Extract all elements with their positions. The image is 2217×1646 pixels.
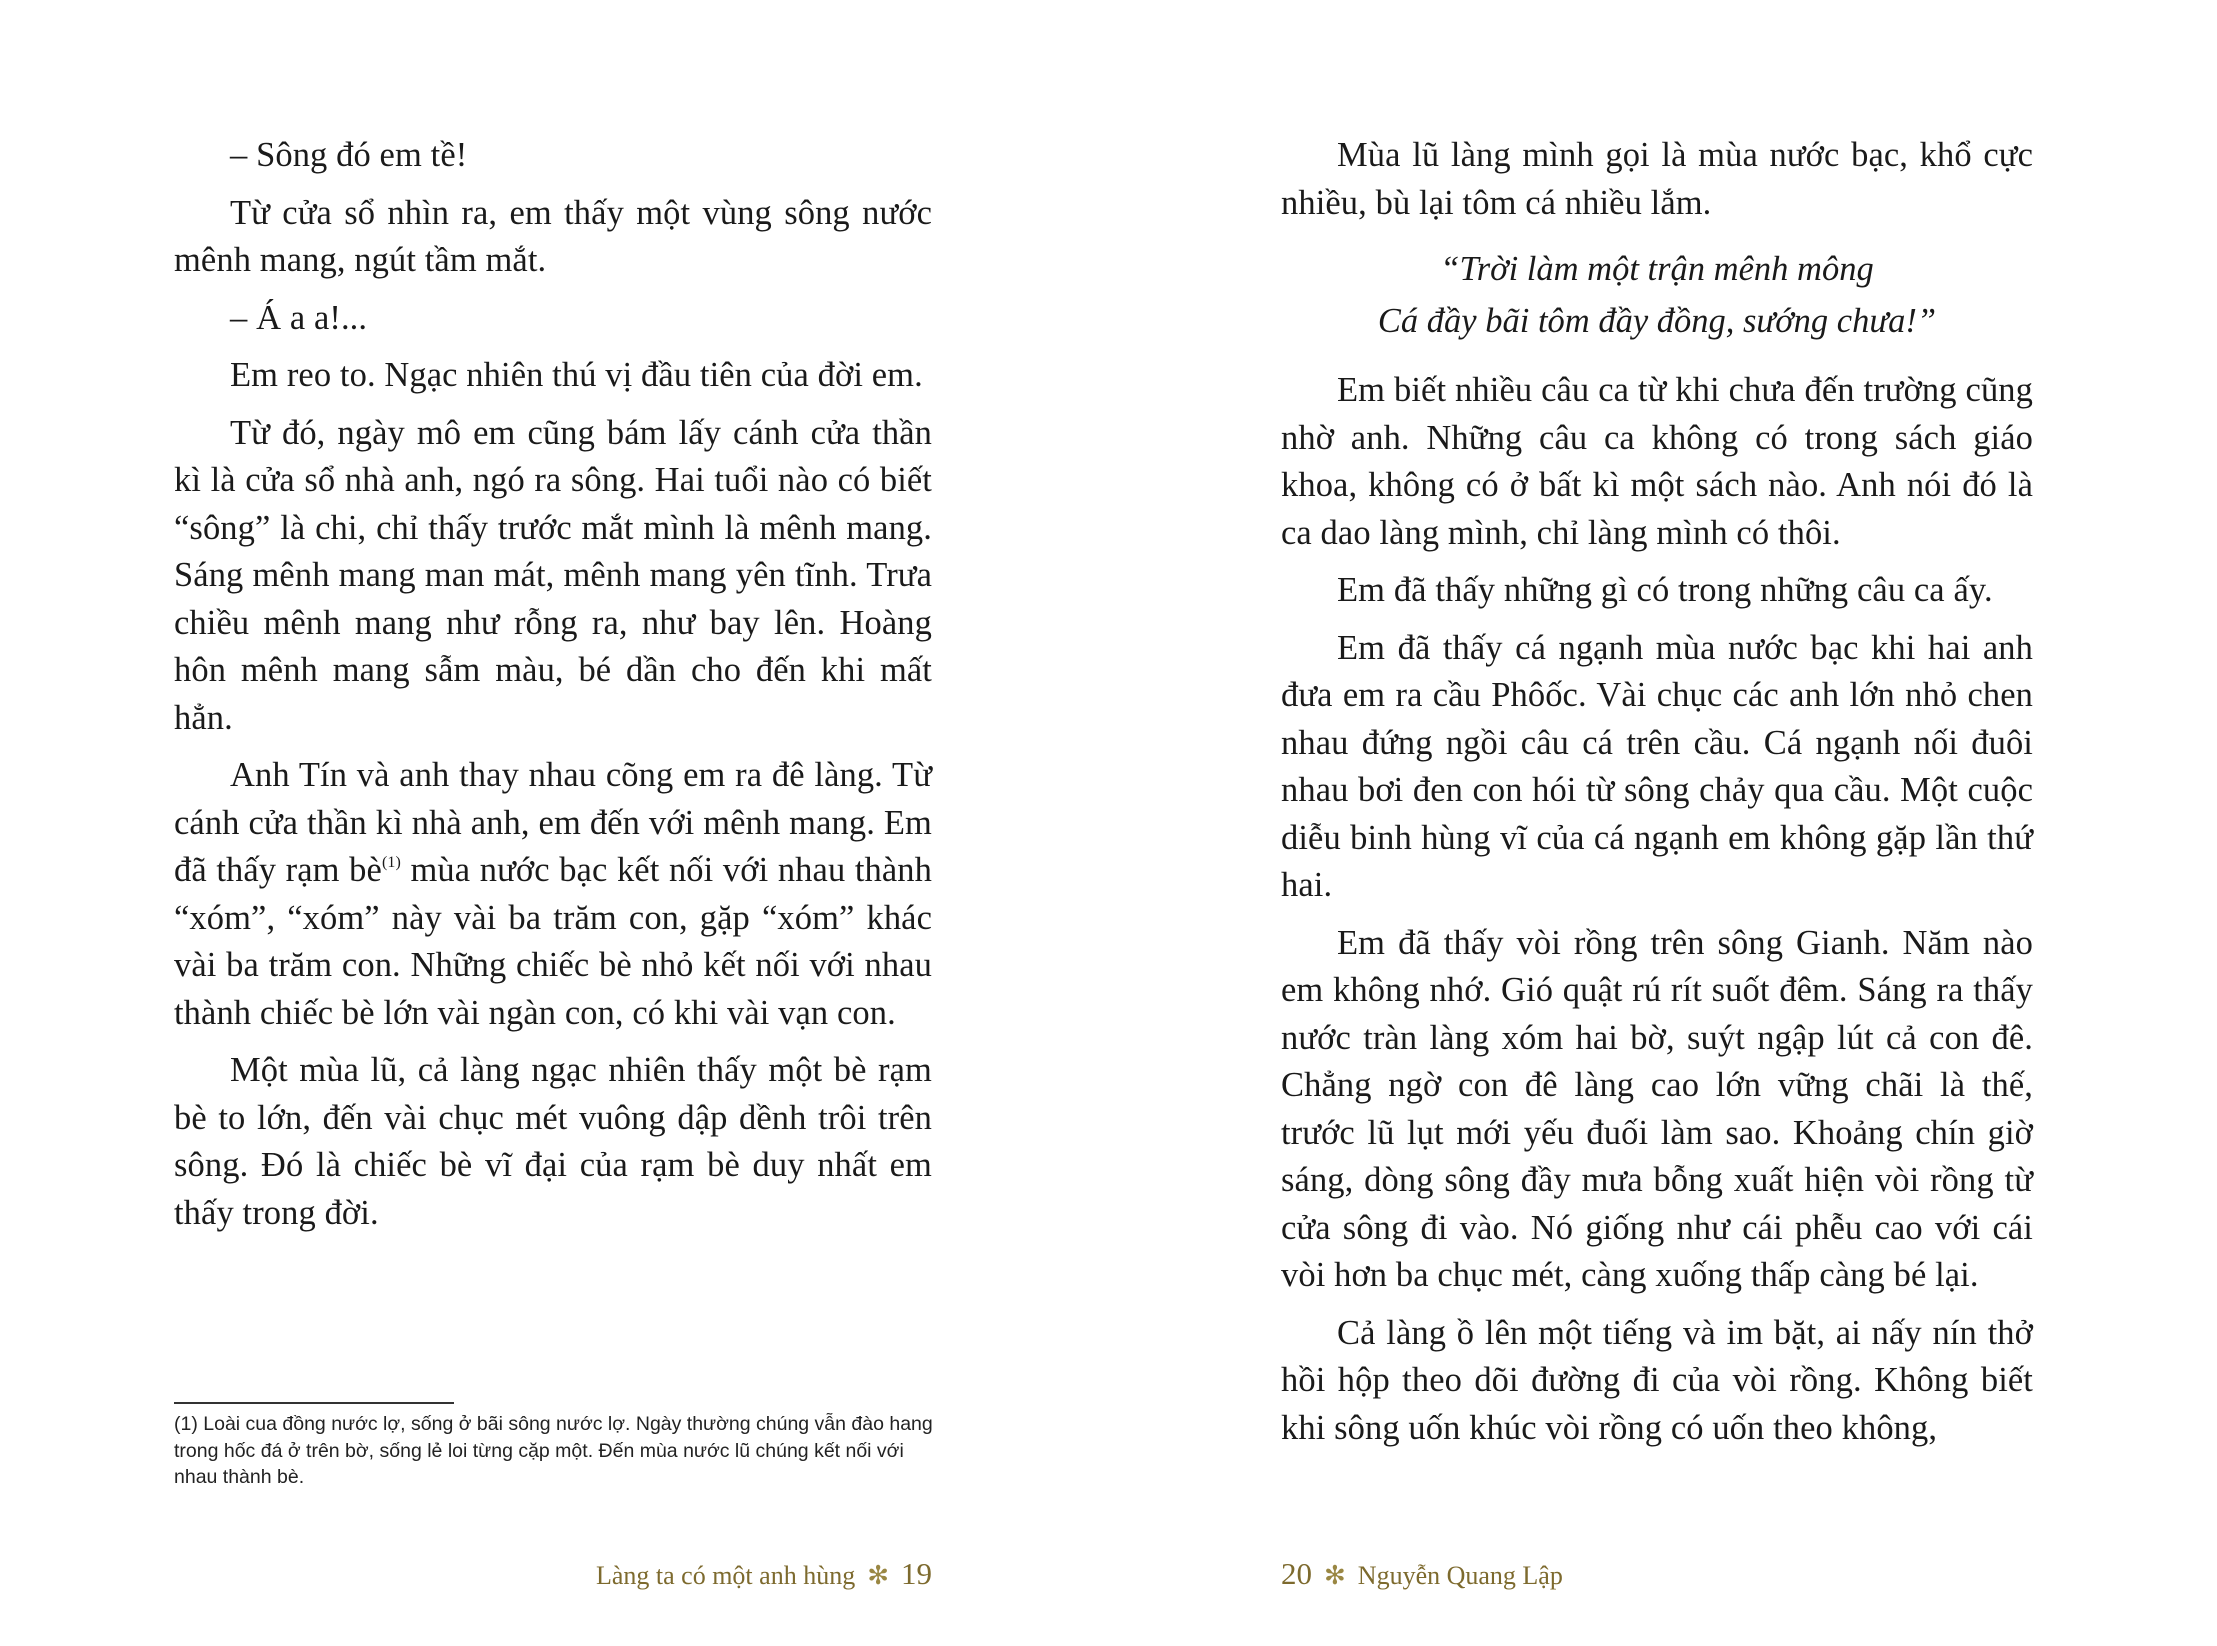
book-title: Làng ta có một anh hùng — [595, 1561, 856, 1590]
right-text-column — [1281, 132, 2033, 1462]
verse-line: “Trời làm một trận mênh mông — [1440, 250, 1874, 288]
paragraph: Từ đó, ngày mô em cũng bám lấy cánh cửa thần kì là cửa sổ nhà anh, ngó ra sông. Hai tuổi nào có biết “sông” là chi, chỉ thấy trước mắt mình là mênh mang. Sáng mênh mang man mát, mênh mang yên tĩnh. Trưa chiều mênh mang như rỗng ra, như bay lên. Hoàng hôn mênh mang sẫm màu, bé dần cho đến khi mất hẳn. — [174, 413, 932, 737]
paragraph: – Á a a!... — [230, 298, 368, 337]
footnote: (1) Loài cua đồng nước lợ, sống ở bãi sông nước lợ. Ngày thường chúng vẫn đào hang trong hốc đá ở trên bờ, sống lẻ loi từng cặp một. Đến mùa nước lũ chúng kết nối với nhau thành bè. — [174, 1413, 933, 1488]
left-page — [0, 0, 1108, 1646]
paragraph-text: Anh Tín và anh thay nhau cõng em ra đê làng. Từ cánh cửa thần kì nhà anh, em đến với mênh mang. Em đã thấy rạm bè — [174, 756, 932, 889]
paragraph: Em đã thấy cá ngạnh mùa nước bạc khi hai anh đưa em ra cầu Phôốc. Vài chục các anh lớn nhỏ chen nhau đứng ngồi câu cá trên cầu. Cá ngạnh nối đuôi nhau bơi đen con hói từ sông chảy qua cầu. Một cuộc diễu binh hùng vĩ của cá ngạnh em không gặp lần thứ hai. — [1281, 628, 2033, 904]
page-number: 20 — [1281, 1556, 1312, 1591]
asterisk-ornament-icon: ✻ — [867, 1561, 889, 1590]
paragraph: Từ cửa sổ nhìn ra, em thấy một vùng sông nước mênh mang, ngút tầm mắt. — [174, 193, 932, 279]
paragraph: Em reo to. Ngạc nhiên thú vị đầu tiên của đời em. — [230, 356, 923, 394]
page-number: 19 — [901, 1556, 932, 1591]
paragraph-with-footnote — [174, 752, 932, 1037]
left-running-footer — [596, 1556, 932, 1592]
paragraph: Em đã thấy những gì có trong những câu ca ấy. — [1337, 571, 1993, 609]
verse-quote — [1281, 243, 2033, 347]
paragraph: Cả làng ồ lên một tiếng và im bặt, ai nấy nín thở hồi hộp theo dõi đường đi của vòi rồng. Không biết khi sông uốn khúc vòi rồng có uốn theo không, — [1281, 1313, 2033, 1447]
verse-line: Cá đầy bãi tôm đầy đồng, sướng chưa!” — [1377, 302, 1937, 340]
right-running-footer — [1281, 1556, 1563, 1592]
paragraph: Em biết nhiều câu ca từ khi chưa đến trường cũng nhờ anh. Những câu ca không có trong sách giáo khoa, không có ở bất kì một sách nào. Anh nói đó là ca dao làng mình, chỉ làng mình có thôi. — [1281, 371, 2033, 552]
paragraph: Em đã thấy vòi rồng trên sông Gianh. Năm nào em không nhớ. Gió quật rú rít suốt đêm. Sáng ra thấy nước tràn làng xóm hai bờ, suýt ngập lút cả con đê. Chẳng ngờ con đê làng cao lớn vững chãi là thế, trước lũ lụt mới yếu đuối làm sao. Khoảng chín giờ sáng, dòng sông đầy mưa bỗng xuất hiện vòi rồng từ cửa sông đi vào. Nó giống như cái phễu cao với cái vòi hơn ba chục mét, càng xuống thấp càng bé lại. — [1281, 923, 2033, 1294]
author-name: Nguyễn Quang Lập — [1357, 1561, 1563, 1590]
footnote-reference[interactable]: (1) — [381, 854, 401, 871]
asterisk-ornament-icon: ✻ — [1324, 1561, 1346, 1590]
right-page — [1108, 0, 2217, 1646]
paragraph: – Sông đó em tề! — [230, 136, 468, 174]
paragraph: Một mùa lũ, cả làng ngạc nhiên thấy một bè rạm bè to lớn, đến vài chục mét vuông dập dềnh trôi trên sông. Đó là chiếc bè vĩ đại của rạm bè duy nhất em thấy trong đời. — [174, 1051, 932, 1232]
footnote-divider — [174, 1402, 454, 1404]
paragraph: Mùa lũ làng mình gọi là mùa nước bạc, khổ cực nhiều, bù lại tôm cá nhiều lắm. — [1281, 136, 2033, 222]
paragraph-text: mùa nước bạc kết nối với nhau thành “xóm”, “xóm” này vài ba trăm con, gặp “xóm” khác vài ba trăm con. Những chiếc bè nhỏ kết nối với nhau thành chiếc bè lớn vài ngàn con, có khi vài vạn con. — [174, 851, 933, 1032]
left-text-column — [174, 132, 932, 1247]
